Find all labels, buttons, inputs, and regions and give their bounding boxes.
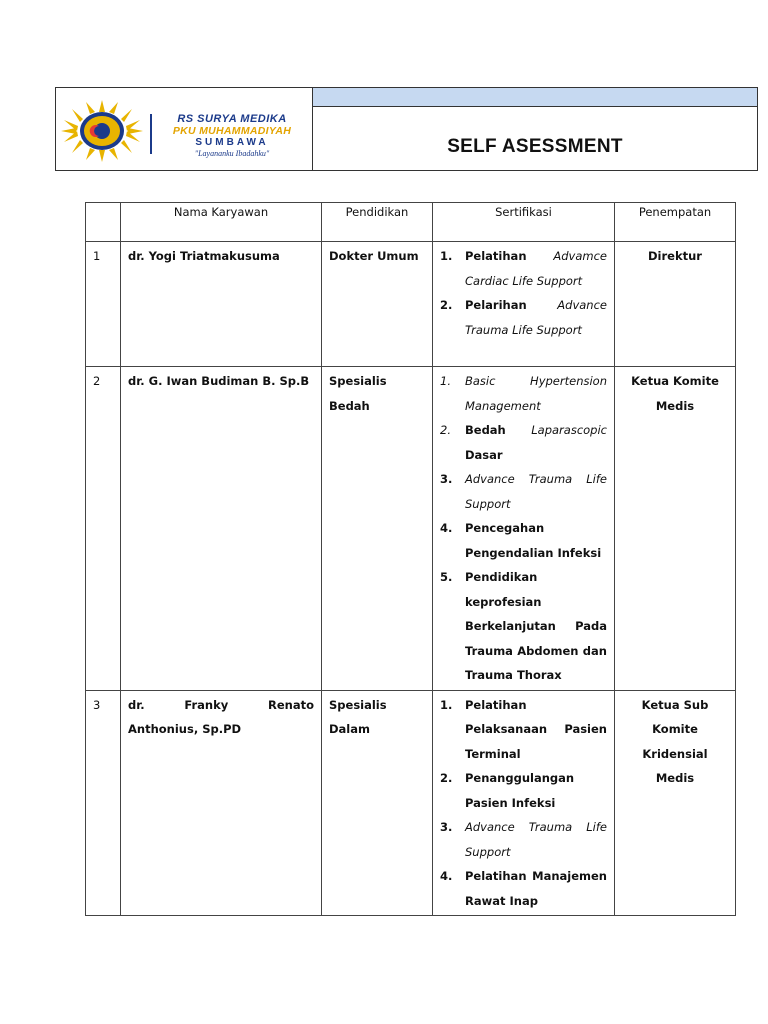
- certification-text: Pelatihan Pelaksanaan Pasien Terminal: [465, 697, 607, 761]
- placement: Direktur: [615, 242, 736, 367]
- certification-number: 4.: [440, 869, 453, 883]
- placement: Ketua Sub Komite Kridensial Medis: [615, 690, 736, 916]
- certification-item: [440, 369, 607, 418]
- certification-item: [440, 565, 607, 688]
- hospital-brand: [157, 113, 307, 159]
- education: Spesialis Dalam: [322, 690, 433, 916]
- education: Dokter Umum: [322, 242, 433, 367]
- row-number: 2: [86, 367, 121, 691]
- certification-text: Pelatihan Manajemen Rawat Inap: [465, 869, 607, 908]
- certification-text: Pelatihan: [465, 249, 554, 263]
- certification-text: Pencegahan Pengendalian Infeksi: [465, 521, 602, 560]
- certifications-cell: [433, 367, 615, 691]
- certification-number: 5.: [440, 570, 453, 584]
- certification-text: Basic Hypertension Management: [465, 374, 607, 413]
- table-row: [86, 690, 736, 916]
- logo-cell: [56, 88, 313, 170]
- certification-text: Laparascopic: [531, 423, 607, 437]
- certification-text: Penanggulangan Pasien Infeksi: [465, 771, 575, 810]
- certification-number: 4.: [440, 521, 453, 535]
- certification-item: [440, 815, 607, 864]
- certification-text: Advance Trauma Life Support: [465, 298, 607, 337]
- certification-item: [440, 244, 607, 293]
- certification-item: [440, 467, 607, 516]
- certification-number: 2.: [440, 423, 451, 437]
- table-row: [86, 367, 736, 691]
- certification-item: [440, 864, 607, 913]
- placement: Ketua Komite Medis: [615, 367, 736, 691]
- certification-text: Pelarihan: [465, 298, 558, 312]
- page-title: SELF ASESSMENT: [447, 136, 623, 157]
- brand-line-3: SUMBAWA: [195, 137, 269, 148]
- education: Spesialis Bedah: [322, 367, 433, 691]
- logo-divider: [150, 114, 152, 154]
- column-header-no: [86, 203, 121, 242]
- table-row: [86, 242, 736, 367]
- certifications-cell: [433, 242, 615, 367]
- employee-name: dr. Yogi Triatmakusuma: [121, 242, 322, 367]
- sun-emblem-icon: [60, 98, 144, 164]
- certification-text: Advamce Cardiac Life Support: [465, 249, 607, 288]
- certification-item: [440, 418, 607, 467]
- row-number: 3: [86, 690, 121, 916]
- certification-item: [440, 516, 607, 565]
- certification-item: [440, 693, 607, 767]
- certification-number: 2.: [440, 298, 453, 312]
- column-header-name: Nama Karyawan: [121, 203, 322, 242]
- certification-text: Dasar: [465, 447, 503, 462]
- certification-number: 2.: [440, 771, 453, 785]
- brand-tagline: "Layananku Ibadahku": [194, 149, 270, 158]
- certifications-cell: [433, 690, 615, 916]
- certification-number: 1.: [440, 249, 453, 263]
- column-header-education: Pendidikan: [322, 203, 433, 242]
- assessment-table: [85, 202, 736, 916]
- certification-text: Bedah: [465, 423, 532, 437]
- employee-name: dr. Franky Renato Anthonius, Sp.PD: [121, 690, 322, 916]
- title-cell: [313, 88, 757, 170]
- brand-line-1: RS SURYA MEDIKA: [177, 113, 287, 125]
- table-header-row: [86, 203, 736, 242]
- certification-text: Advance Trauma Life Support: [465, 820, 607, 859]
- column-header-placement: Penempatan: [615, 203, 736, 242]
- brand-line-2: PKU MUHAMMADIYAH: [172, 125, 292, 137]
- certification-number: 3.: [440, 820, 453, 834]
- certification-number: 1.: [440, 374, 451, 388]
- certification-text: Advance Trauma Life Support: [465, 472, 607, 511]
- certification-number: 1.: [440, 697, 453, 712]
- header-color-band: [313, 88, 757, 107]
- employee-name: dr. G. Iwan Budiman B. Sp.B: [121, 367, 322, 691]
- certification-item: [440, 766, 607, 815]
- certification-list: [440, 693, 607, 914]
- certification-item: [440, 293, 607, 342]
- certification-list: [440, 244, 607, 342]
- row-number: 1: [86, 242, 121, 367]
- document-header: [55, 87, 758, 171]
- certification-number: 3.: [440, 472, 453, 486]
- certification-text: Pendidikan keprofesian Berkelanjutan Pada Trauma Abdomen dan Trauma Thorax: [465, 570, 607, 682]
- certification-list: [440, 369, 607, 688]
- column-header-certification: Sertifikasi: [433, 203, 615, 242]
